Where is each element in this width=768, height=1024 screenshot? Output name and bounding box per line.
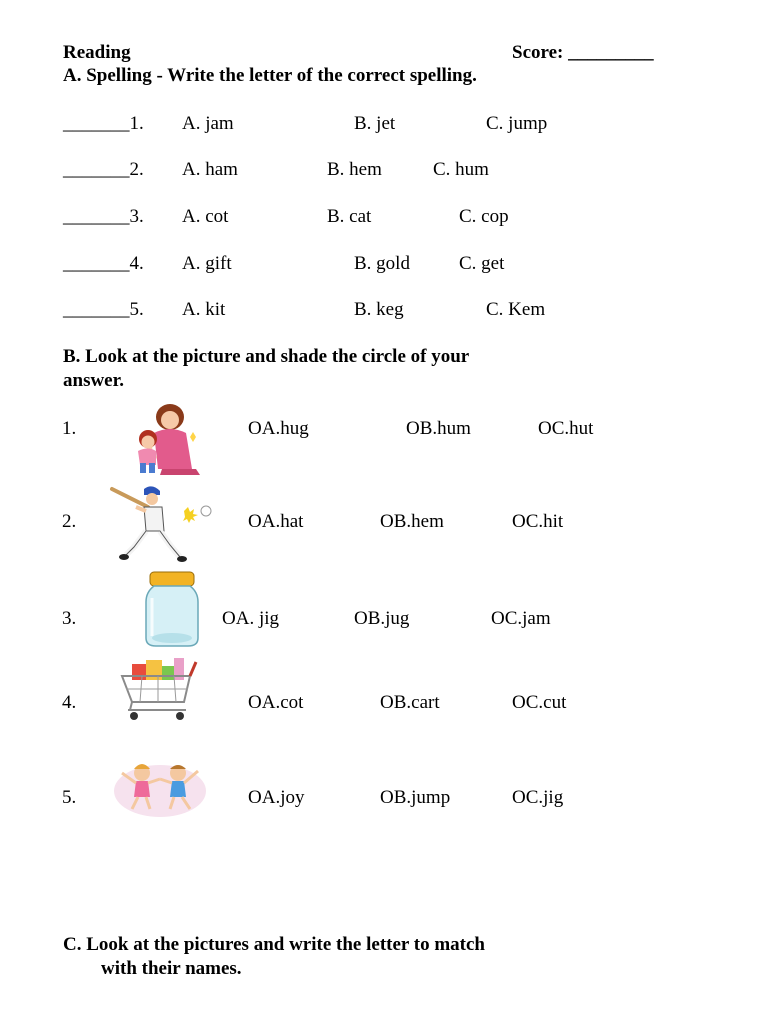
option-a: A. gift	[182, 253, 232, 274]
option-a[interactable]: OA.hat	[248, 511, 304, 532]
shopping-cart-picture	[112, 654, 200, 722]
subject-title: Reading	[63, 42, 131, 63]
option-b[interactable]: OB.hum	[406, 418, 471, 439]
option-a: A. jam	[182, 113, 234, 134]
baseball-batter-picture	[106, 485, 218, 565]
option-b: B. hem	[327, 159, 382, 180]
answer-blank[interactable]: _______3.	[63, 206, 144, 227]
glass-jar-picture	[140, 570, 204, 648]
section-b-title-line1: B. Look at the picture and shade the circle of your	[63, 346, 470, 367]
option-c: C. cop	[459, 206, 509, 227]
option-b: B. jet	[354, 113, 396, 134]
question-number: 5.	[62, 787, 77, 808]
option-a[interactable]: OA.joy	[248, 787, 305, 808]
answer-blank[interactable]: _______5.	[63, 299, 144, 320]
option-b[interactable]: OB.cart	[380, 692, 440, 713]
section-b-title-line2: answer.	[63, 370, 125, 391]
option-a[interactable]: OA. jig	[222, 608, 279, 629]
question-number: 2.	[62, 511, 77, 532]
option-a[interactable]: OA.cot	[248, 692, 304, 713]
option-b[interactable]: OB.hem	[380, 511, 444, 532]
option-a: A. cot	[182, 206, 229, 227]
answer-blank[interactable]: _______1.	[63, 113, 144, 134]
option-b: B. gold	[354, 253, 410, 274]
option-c[interactable]: OC.jam	[491, 608, 551, 629]
option-c[interactable]: OC.hit	[512, 511, 564, 532]
question-number: 3.	[62, 608, 77, 629]
option-c[interactable]: OC.cut	[512, 692, 567, 713]
option-a: A. ham	[182, 159, 238, 180]
section-c-title-line1: C. Look at the pictures and write the letter to match	[63, 934, 485, 955]
children-jumping-picture	[112, 757, 208, 819]
score-label: Score: _________	[512, 42, 654, 63]
option-c: C. hum	[433, 159, 489, 180]
option-c: C. Kem	[486, 299, 546, 320]
mother-hugging-child-picture	[118, 399, 204, 477]
option-c[interactable]: OC.hut	[538, 418, 594, 439]
option-c[interactable]: OC.jig	[512, 787, 564, 808]
option-a: A. kit	[182, 299, 226, 320]
question-number: 4.	[62, 692, 77, 713]
option-c: C. jump	[486, 113, 548, 134]
option-c: C. get	[459, 253, 505, 274]
answer-blank[interactable]: _______4.	[63, 253, 144, 274]
option-b[interactable]: OB.jug	[354, 608, 410, 629]
option-b: B. keg	[354, 299, 404, 320]
section-c-title-line2: with their names.	[101, 958, 242, 979]
question-number: 1.	[62, 418, 77, 439]
option-b[interactable]: OB.jump	[380, 787, 451, 808]
option-b: B. cat	[327, 206, 372, 227]
option-a[interactable]: OA.hug	[248, 418, 309, 439]
section-a-title: A. Spelling - Write the letter of the correct spelling.	[63, 65, 477, 86]
answer-blank[interactable]: _______2.	[63, 159, 144, 180]
